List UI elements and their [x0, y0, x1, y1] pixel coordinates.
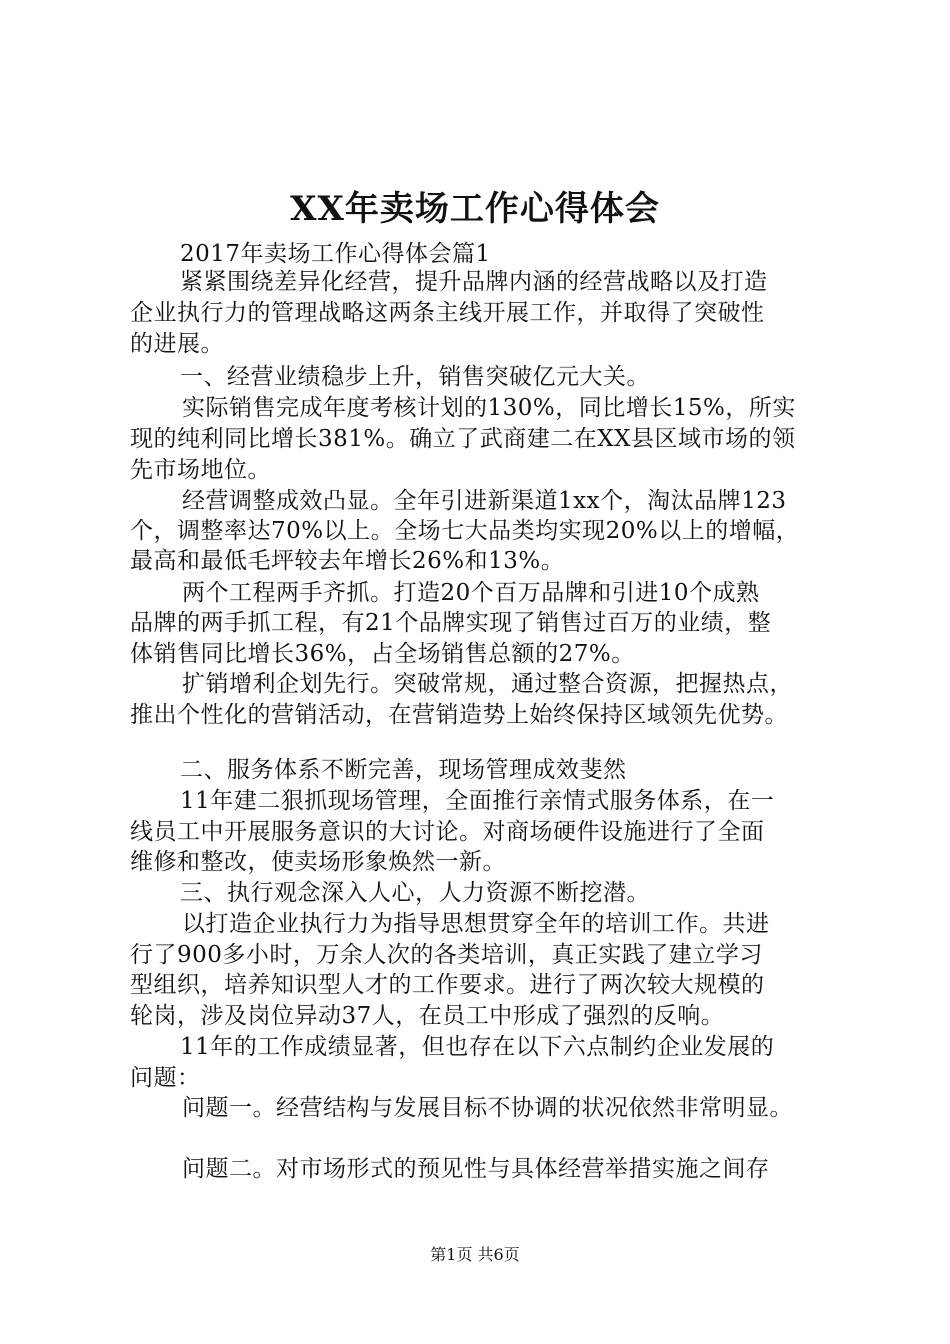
document-title: XX年卖场工作心得体会 [290, 189, 660, 229]
section-heading: 一、经营业绩稳步上升，销售突破亿元大关。 [180, 364, 650, 390]
paragraph-line: 问题一。经营结构与发展目标不协调的状况依然非常明显。 [182, 1095, 793, 1121]
paragraph-line: 问题二。对市场形式的预见性与具体经营举措实施之间存 [182, 1156, 770, 1182]
paragraph-line: 11年建二狠抓现场管理，全面推行亲情式服务体系，在一 [180, 788, 775, 814]
paragraph-line: 先市场地位。 [130, 457, 271, 483]
paragraph-line: 个，调整率达70%以上。全场七大品类均实现20%以上的增幅， [130, 518, 800, 544]
section-heading: 2017年卖场工作心得体会篇1 [180, 241, 491, 267]
paragraph-line: 两个工程两手齐抓。打造20个百万品牌和引进10个成熟 [182, 580, 760, 606]
paragraph-line: 维修和整改，使卖场形象焕然一新。 [130, 849, 506, 875]
paragraph-line: 体销售同比增长36%，占全场销售总额的27%。 [130, 641, 635, 667]
paragraph-line: 现的纯利同比增长381%。确立了武商建二在XX县区域市场的领 [130, 426, 796, 452]
paragraph-line: 问题： [130, 1065, 201, 1091]
paragraph-line: 行了900多小时，万余人次的各类培训，真正实践了建立学习 [130, 942, 763, 968]
paragraph-line: 轮岗，涉及岗位异动37人，在员工中形成了强烈的反响。 [130, 1003, 725, 1029]
paragraph-line: 的进展。 [130, 331, 224, 357]
paragraph-line: 企业执行力的管理战略这两条主线开展工作，并取得了突破性 [130, 300, 765, 326]
paragraph-line: 线员工中开展服务意识的大讨论。对商场硬件设施进行了全面 [130, 819, 765, 845]
paragraph-line: 品牌的两手抓工程，有21个品牌实现了销售过百万的业绩，整 [130, 610, 772, 636]
section-heading: 三、执行观念深入人心，人力资源不断挖潜。 [180, 880, 650, 906]
paragraph-line: 最高和最低毛坪较去年增长26%和13%。 [130, 548, 565, 574]
paragraph-line: 型组织，培养知识型人才的工作要求。进行了两次较大规模的 [130, 972, 765, 998]
paragraph-line: 推出个性化的营销活动，在营销造势上始终保持区域领先优势。 [130, 702, 788, 728]
paragraph-line: 11年的工作成绩显著，但也存在以下六点制约企业发展的 [180, 1034, 775, 1060]
paragraph-line: 以打造企业执行力为指导思想贯穿全年的培训工作。共进 [182, 911, 770, 937]
paragraph-line: 紧紧围绕差异化经营，提升品牌内涵的经营战略以及打造 [180, 269, 768, 295]
paragraph-line: 扩销增利企划先行。突破常规，通过整合资源，把握热点， [182, 671, 793, 697]
page-footer: 第1页 共6页 [430, 1245, 520, 1264]
paragraph-line: 实际销售完成年度考核计划的130%，同比增长15%，所实 [182, 395, 796, 421]
paragraph-line: 经营调整成效凸显。全年引进新渠道1xx个，淘汰品牌123 [182, 488, 787, 514]
section-heading: 二、服务体系不断完善，现场管理成效斐然 [180, 757, 627, 783]
